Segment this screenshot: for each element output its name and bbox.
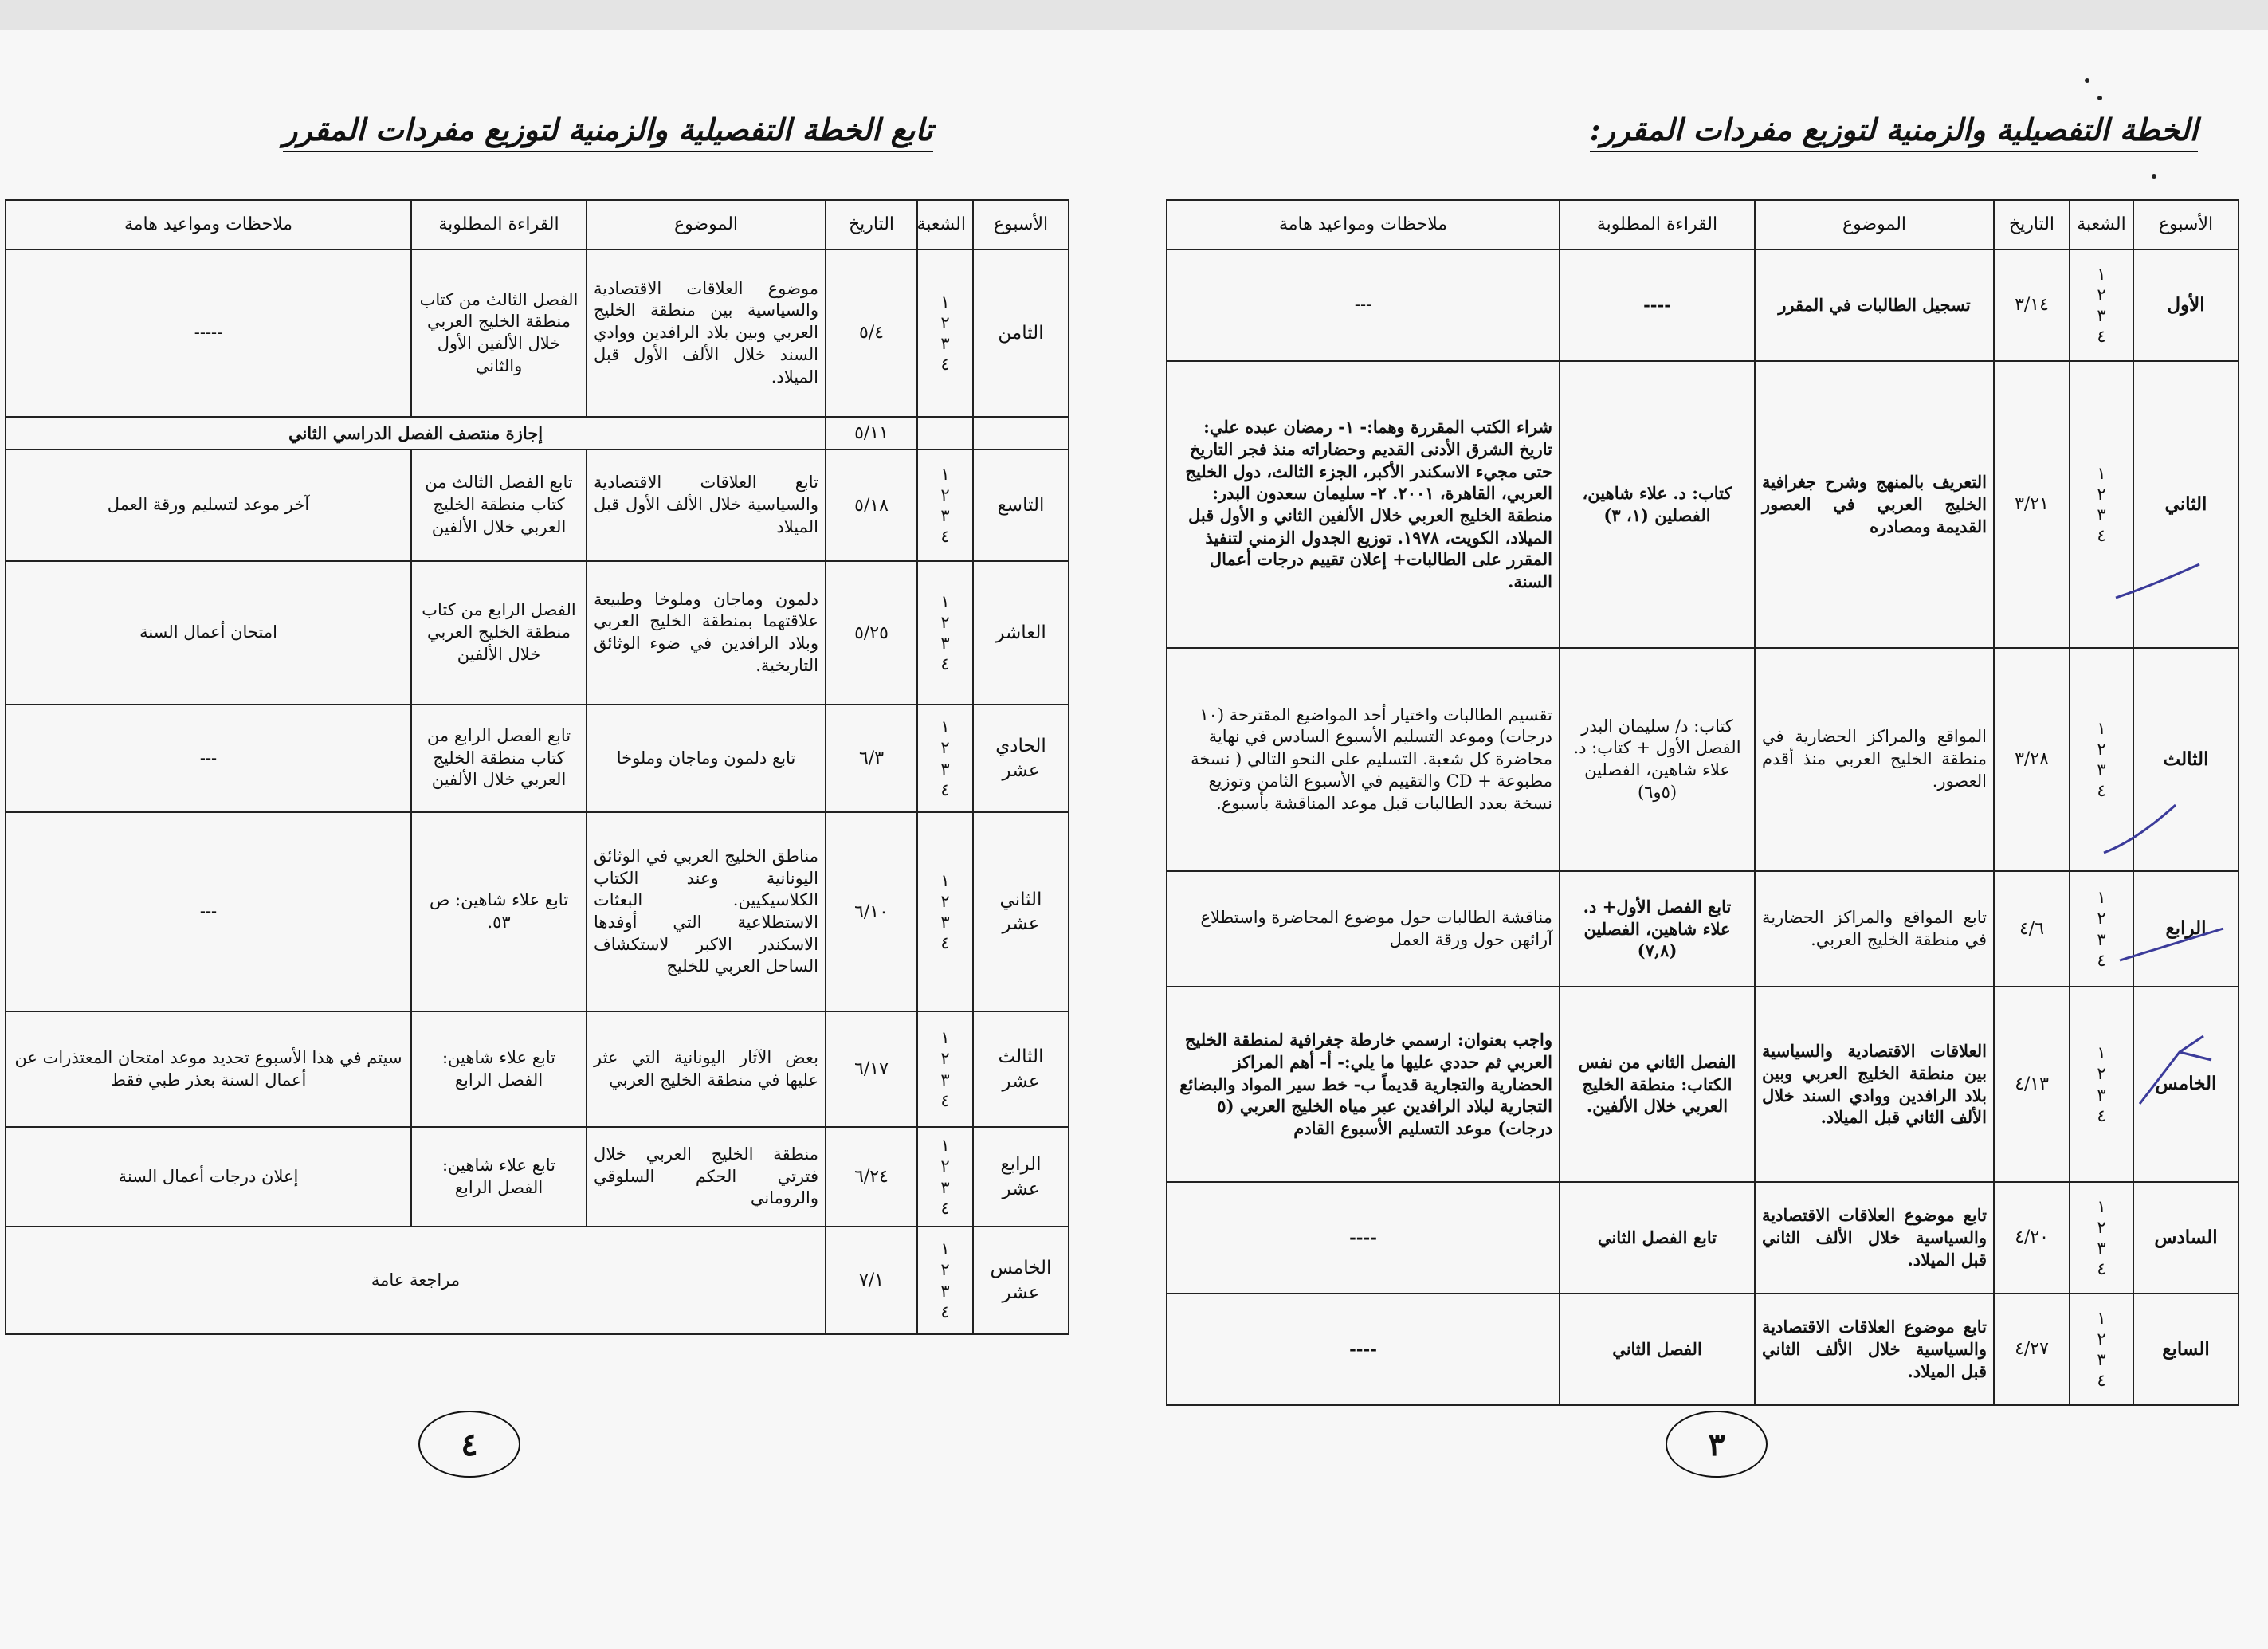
section-number: ٣: [940, 506, 950, 526]
section-cell: [2070, 987, 2133, 1182]
section-number: ٤: [940, 1090, 950, 1110]
schedule-table: [5, 199, 1069, 1335]
date-cell: ٤/٢٠: [1994, 1182, 2070, 1294]
section-cell: [2070, 1294, 2133, 1405]
section-number: ٣: [940, 334, 950, 353]
section-number: ١: [940, 1028, 950, 1048]
section-number: ٢: [940, 1156, 950, 1176]
week-cell: الثالث عشر: [973, 1011, 1069, 1127]
section-number: ١: [2097, 463, 2106, 483]
date-cell: ٧/١: [826, 1227, 917, 1334]
header-date: التاريخ: [826, 200, 917, 249]
section-number: ١: [940, 1136, 950, 1156]
section-cell: [917, 1127, 973, 1227]
section-number: ٤: [2097, 1371, 2106, 1391]
section-number: ٣: [940, 1070, 950, 1090]
section-number: ١: [940, 292, 950, 312]
reading-cell: تابع علاء شاهين: الفصل الرابع: [411, 1011, 587, 1127]
reading-cell: تابع الفصل الأول+ د. علاء شاهين، الفصلين (٧,٨): [1560, 871, 1755, 987]
reading-cell: ----: [1560, 249, 1755, 361]
section-number: ٣: [940, 913, 950, 932]
header-topic: الموضوع: [587, 200, 826, 249]
topic-cell: العلاقات الاقتصادية والسياسية بين منطقة الخليج العربي وبين بلاد الرافدين ووادي السند خلال الألف الثاني قبل الميلاد.: [1755, 987, 1994, 1182]
section-number: ٤: [2097, 950, 2106, 970]
section-number: ٣: [940, 634, 950, 654]
notes-cell: ---: [6, 705, 411, 812]
date-cell: ٤/٦: [1994, 871, 2070, 987]
reading-cell: الفصل الرابع من كتاب منطقة الخليج العربي خلال الألفين: [411, 561, 587, 705]
header-week: الأسبوع: [973, 200, 1069, 249]
section-number: ٢: [940, 1049, 950, 1069]
reading-cell: تابع علاء شاهين: الفصل الرابع: [411, 1127, 587, 1227]
section-cell: [2070, 1182, 2133, 1294]
week-cell: الخامس عشر: [973, 1227, 1069, 1334]
date-cell: ٣/١٤: [1994, 249, 2070, 361]
table-row: [6, 812, 1069, 1011]
header-reading: القراءة المطلوبة: [1560, 200, 1755, 249]
week-cell: الثاني عشر: [973, 812, 1069, 1011]
table-row: [1167, 361, 2239, 648]
section-number: ٣: [2097, 306, 2106, 325]
section-number: ٤: [2097, 1259, 2106, 1279]
section-number: ٣: [2097, 1239, 2106, 1258]
week-cell: العاشر: [973, 561, 1069, 705]
section-number: ٤: [940, 355, 950, 375]
section-number: ٣: [940, 1177, 950, 1197]
section-number: ٢: [2097, 739, 2106, 759]
header-section: الشعبة: [2070, 200, 2133, 249]
section-number: ٣: [2097, 1085, 2106, 1105]
section-number: ١: [2097, 718, 2106, 738]
table-row: [6, 450, 1069, 561]
week-cell: الحادي عشر: [973, 705, 1069, 812]
midterm-break-row: [6, 417, 1069, 450]
date-cell: ٣/٢١: [1994, 361, 2070, 648]
topic-cell: المواقع والمراكز الحضارية في منطقة الخليج العربي منذ أقدم العصور.: [1755, 648, 1994, 871]
section-number: ٤: [940, 527, 950, 547]
reading-cell: تابع علاء شاهين: ص ٥٣.: [411, 812, 587, 1011]
topic-cell: تابع دلمون وماجان وملوخا: [587, 705, 826, 812]
section-number: ٢: [940, 738, 950, 758]
table-row: [6, 249, 1069, 417]
table-row: [1167, 987, 2239, 1182]
table-row: [1167, 1182, 2239, 1294]
section-number: ١: [940, 870, 950, 890]
page-3: [1100, 48, 2247, 1634]
date-cell: ٣/٢٨: [1994, 648, 2070, 871]
notes-cell: سيتم في هذا الأسبوع تحديد موعد امتحان المعتذرات عن أعمال السنة بعذر طبي فقط: [6, 1011, 411, 1127]
section-number: ٢: [2097, 484, 2106, 504]
notes-cell: ---: [1167, 249, 1560, 361]
section-number: ١: [2097, 1308, 2106, 1328]
section-number: ١: [2097, 1043, 2106, 1062]
page-title: تابع الخطة التفصيلية والزمنية لتوزيع مفردات المقرر: [283, 112, 933, 152]
topic-cell: تابع المواقع والمراكز الحضارية في منطقة الخليج العربي.: [1755, 871, 1994, 987]
week-cell: السابع: [2133, 1294, 2239, 1405]
midterm-break-label: إجازة منتصف الفصل الدراسي الثاني: [6, 417, 826, 450]
table-row: [6, 1011, 1069, 1127]
reading-cell: كتاب: د. علاء شاهين، الفصلين (١، ٣): [1560, 361, 1755, 648]
section-cell: [917, 812, 973, 1011]
review-cell: مراجعة عامة: [6, 1227, 826, 1334]
section-number: ٣: [2097, 760, 2106, 779]
section-number: ٣: [2097, 505, 2106, 524]
topic-cell: تابع العلاقات الاقتصادية والسياسية خلال الألف الأول قبل الميلاد: [587, 450, 826, 561]
topic-cell: تابع موضوع العلاقات الاقتصادية والسياسية خلال الألف الثاني قبل الميلاد.: [1755, 1294, 1994, 1405]
section-number: ٢: [940, 891, 950, 911]
page-number: ٤: [418, 1411, 520, 1478]
reading-cell: الفصل الثاني: [1560, 1294, 1755, 1405]
topic-cell: موضوع العلاقات الاقتصادية والسياسية بين منطقة الخليج العربي وبين بلاد الرافدين ووادي السند خلال الألف الأول قبل الميلاد.: [587, 249, 826, 417]
date-cell: ٦/١٠: [826, 812, 917, 1011]
section-cell: [917, 561, 973, 705]
schedule-table: [1166, 199, 2239, 1406]
page-title: الخطة التفصيلية والزمنية لتوزيع مفردات المقرر:: [1590, 112, 2198, 152]
notes-cell: ----: [1167, 1182, 1560, 1294]
date-cell: ٤/١٣: [1994, 987, 2070, 1182]
reading-cell: تابع الفصل الثاني: [1560, 1182, 1755, 1294]
header-topic: الموضوع: [1755, 200, 1994, 249]
topic-cell: مناطق الخليج العربي في الوثائق اليونانية وعند الكتاب الكلاسيكيين. البعثات الاستطلاعية التي أوفدها الاسكندر الاكبر لاستكشاف الساحل العربي للخليج: [587, 812, 826, 1011]
section-number: ١: [940, 1239, 950, 1259]
table-row: [1167, 871, 2239, 987]
date-cell: ٥/٤: [826, 249, 917, 417]
date-cell: ٥/١٨: [826, 450, 917, 561]
section-cell: [917, 1227, 973, 1334]
scan-edge: [0, 0, 2268, 30]
week-cell: الأول: [2133, 249, 2239, 361]
date-cell: ٤/٢٧: [1994, 1294, 2070, 1405]
date-cell: ٦/٢٤: [826, 1127, 917, 1227]
page-number: ٣: [1666, 1411, 1768, 1478]
table-row: [6, 1227, 1069, 1334]
pen-mark: [2132, 1028, 2219, 1116]
section-number: ٢: [940, 612, 950, 632]
section-number: ٤: [940, 933, 950, 953]
notes-cell: -----: [6, 249, 411, 417]
section-number: ١: [2097, 264, 2106, 284]
section-number: ٢: [2097, 1064, 2106, 1084]
table-row: [1167, 648, 2239, 871]
pen-mark: [2100, 797, 2188, 861]
notes-cell: شراء الكتب المقررة وهما:- ١- رمضان عبده علي: تاريخ الشرق الأدنى القديم وحضاراته منذ فجر التاريخ حتى مجيء الاسكندر الأكبر، الجزء الثالث، دول الخليج العربي، القاهرة، ٢٠٠١. ٢- سليمان سعدون البدر: منطقة الخليج العربي خلال الألفين الثاني و الأول قبل الميلاد، الكويت، ١٩٧٨. توزيع الجدول الزمني لتنفيذ المقرر على الطالبات+ إعلان تقييم درجات أعمال السنة.: [1167, 361, 1560, 648]
topic-cell: تابع موضوع العلاقات الاقتصادية والسياسية خلال الألف الثاني قبل الميلاد.: [1755, 1182, 1994, 1294]
notes-cell: إعلان درجات أعمال السنة: [6, 1127, 411, 1227]
topic-cell: التعريف بالمنهج وشرح جغرافية الخليج العربي في العصور القديمة ومصادره: [1755, 361, 1994, 648]
header-notes: ملاحظات ومواعيد هامة: [1167, 200, 1560, 249]
section-number: ٣: [2097, 929, 2106, 949]
section-number: ٢: [940, 312, 950, 332]
section-cell: [917, 450, 973, 561]
week-cell: السادس: [2133, 1182, 2239, 1294]
section-number: ٤: [940, 779, 950, 799]
section-number: ١: [940, 464, 950, 484]
section-number: ٤: [2097, 526, 2106, 546]
notes-cell: ----: [1167, 1294, 1560, 1405]
reading-cell: الفصل الثاني من نفس الكتاب: منطقة الخليج العربي خلال الألفين.: [1560, 987, 1755, 1182]
table-row: [6, 1127, 1069, 1227]
section-number: ١: [2097, 1196, 2106, 1216]
section-number: ٢: [940, 485, 950, 505]
section-number: ٤: [940, 1302, 950, 1321]
reading-cell: تابع الفصل الرابع من كتاب منطقة الخليج العربي خلال الألفين: [411, 705, 587, 812]
table-header-row: [6, 200, 1069, 249]
topic-cell: دلمون وماجان وملوخا وطبيعة علاقتهما بمنطقة الخليج العربي وبلاد الرافدين في ضوء الوثائق التاريخية.: [587, 561, 826, 705]
week-cell: الخامس: [2133, 987, 2239, 1182]
section-number: ١: [2097, 888, 2106, 907]
reading-cell: الفصل الثالث من كتاب منطقة الخليج العربي خلال الألفين الأول والثاني: [411, 249, 587, 417]
section-number: ٢: [940, 1260, 950, 1280]
notes-cell: واجب بعنوان: ارسمي خارطة جغرافية لمنطقة الخليج العربي ثم حددي عليها ما يلي:- أ- أهم المراكز الحضارية والتجارية قديماً ب- خط سير المواد والبضائع التجارية لبلاد الرافدين عبر مياه الخليج العربي (٥ درجات) موعد التسليم الأسبوع القادم: [1167, 987, 1560, 1182]
week-cell: الثامن: [973, 249, 1069, 417]
section-number: ١: [940, 717, 950, 737]
notes-cell: مناقشة الطالبات حول موضوع المحاضرة واستطلاع آرائهن حول ورقة العمل: [1167, 871, 1560, 987]
header-week: الأسبوع: [2133, 200, 2239, 249]
header-reading: القراءة المطلوبة: [411, 200, 587, 249]
page-4: [0, 48, 1072, 1634]
section-number: ٢: [2097, 285, 2106, 304]
section-cell: [917, 1011, 973, 1127]
notes-cell: امتحان أعمال السنة: [6, 561, 411, 705]
topic-cell: تسجيل الطالبات في المقرر: [1755, 249, 1994, 361]
section-cell: [2070, 249, 2133, 361]
section-cell: [917, 249, 973, 417]
section-number: ٢: [2097, 1329, 2106, 1349]
section-number: ٢: [2097, 909, 2106, 929]
section-number: ٤: [2097, 781, 2106, 801]
reading-cell: كتاب: د/ سليمان البدر الفصل الأول + كتاب: د. علاء شاهين، الفصلين (٥و٦): [1560, 648, 1755, 871]
topic-cell: بعض الآثار اليونانية التي عثر عليها في منطقة الخليج العربي: [587, 1011, 826, 1127]
section-cell: [917, 705, 973, 812]
pen-mark: [2116, 913, 2227, 976]
section-number: ٤: [2097, 1105, 2106, 1125]
table-row: [1167, 249, 2239, 361]
week-cell: الثاني: [2133, 361, 2239, 648]
section-number: ٤: [940, 1198, 950, 1218]
week-cell: الرابع: [2133, 871, 2239, 987]
section-number: ٢: [2097, 1217, 2106, 1237]
table-row: [6, 561, 1069, 705]
date-cell: ٥/١١: [826, 417, 917, 450]
section-number: ٣: [2097, 1350, 2106, 1369]
notes-cell: آخر موعد لتسليم ورقة العمل: [6, 450, 411, 561]
header-notes: ملاحظات ومواعيد هامة: [6, 200, 411, 249]
date-cell: ٥/٢٥: [826, 561, 917, 705]
week-cell: التاسع: [973, 450, 1069, 561]
notes-cell: ---: [6, 812, 411, 1011]
table-row: [6, 705, 1069, 812]
date-cell: ٦/١٧: [826, 1011, 917, 1127]
reading-cell: تابع الفصل الثالث من كتاب منطقة الخليج العربي خلال الألفين: [411, 450, 587, 561]
section-number: ٣: [940, 759, 950, 779]
week-cell: الثالث: [2133, 648, 2239, 871]
header-date: التاريخ: [1994, 200, 2070, 249]
table-header-row: [1167, 200, 2239, 249]
topic-cell: منطقة الخليج العربي خلال فترتي الحكم السلوقي والروماني: [587, 1127, 826, 1227]
header-section: الشعبة: [917, 200, 973, 249]
section-number: ٣: [940, 1281, 950, 1301]
section-number: ٤: [2097, 327, 2106, 347]
date-cell: ٦/٣: [826, 705, 917, 812]
pen-mark: [2112, 558, 2207, 614]
section-number: ١: [940, 591, 950, 611]
section-number: ٤: [940, 654, 950, 674]
table-row: [1167, 1294, 2239, 1405]
notes-cell: تقسيم الطالبات واختيار أحد المواضيع المقترحة (١٠ درجات) وموعد التسليم الأسبوع السادس في نهاية محاضرة كل شعبة. التسليم على النحو التالي ( نسخة مطبوعة + CD والتقييم في الأسبوع الثامن وتوزيع نسخة بعدد الطالبات قبل موعد المناقشة بأسبوع.: [1167, 648, 1560, 871]
week-cell: الرابع عشر: [973, 1127, 1069, 1227]
